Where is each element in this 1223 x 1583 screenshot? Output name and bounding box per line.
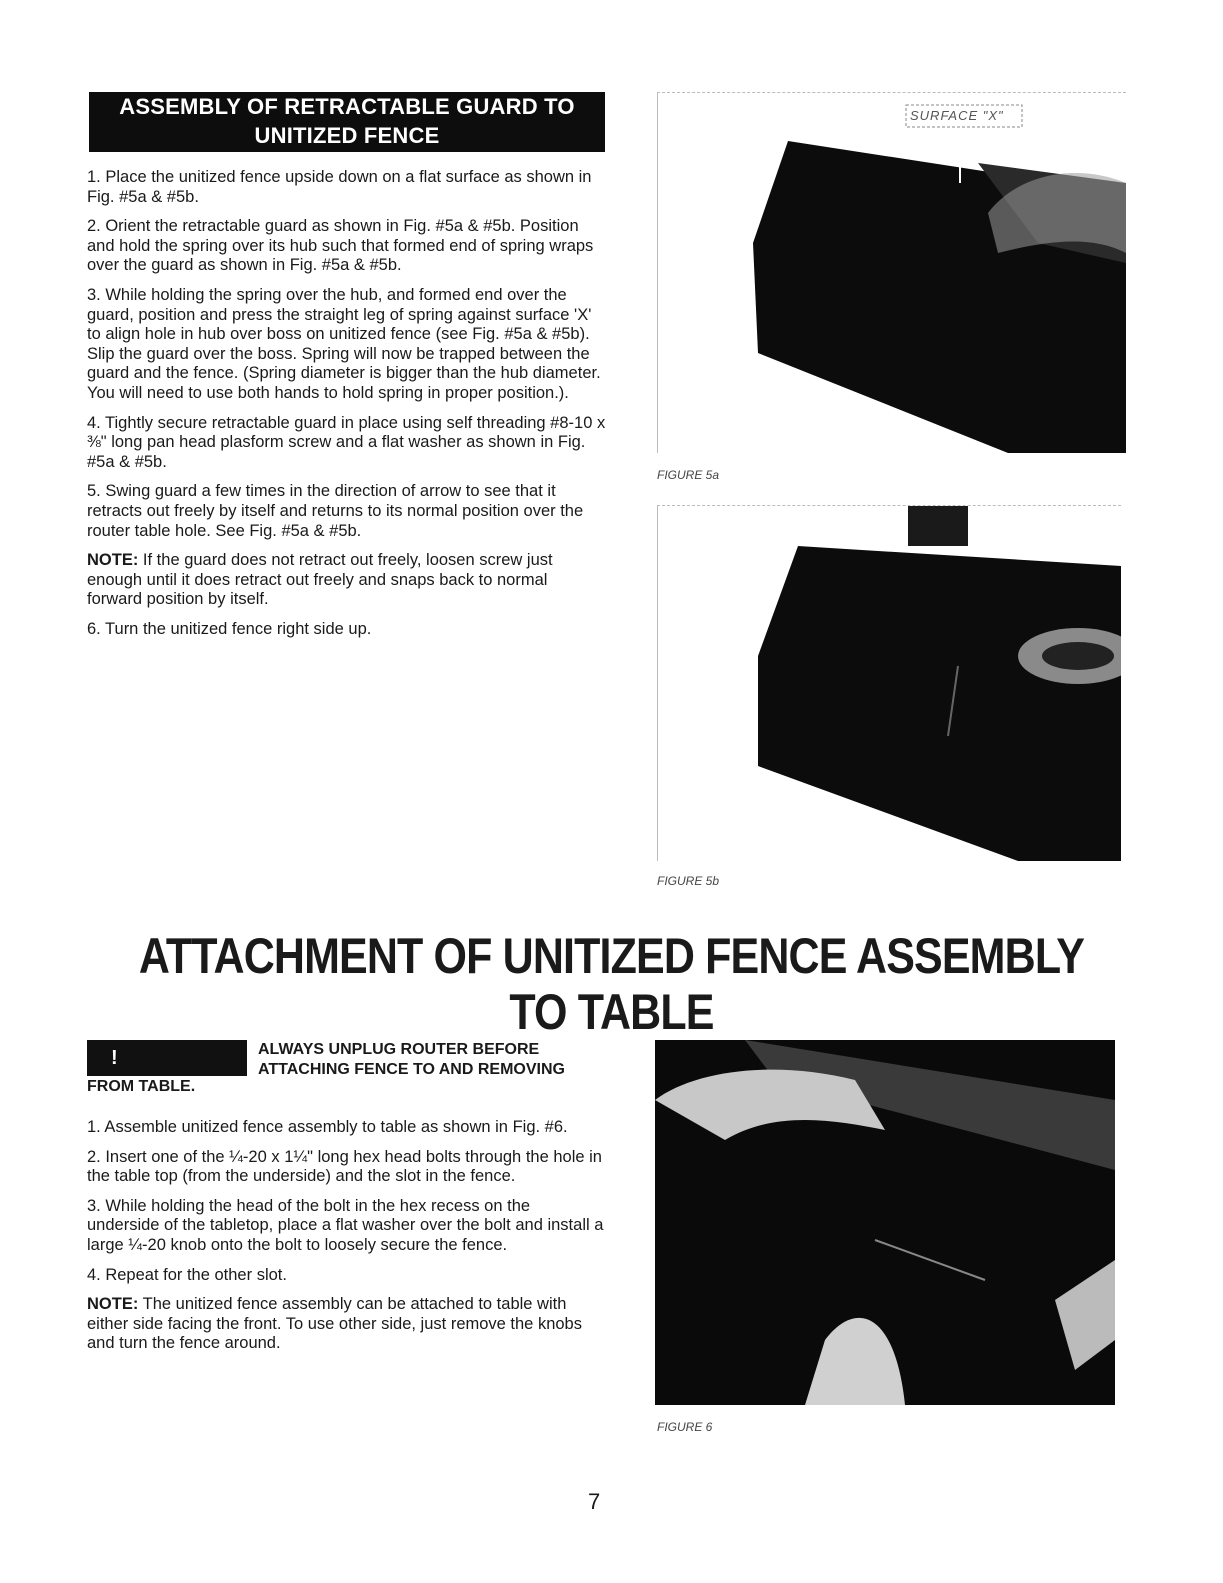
figure-5a-photo	[657, 92, 1126, 453]
figure-6-caption: FIGURE 6	[657, 1420, 713, 1434]
attach-step-4: 4. Repeat for the other slot.	[87, 1265, 287, 1284]
attachment-title-line2: TO TABLE	[509, 984, 714, 1040]
attach-step-2: 2. Insert one of the ¼-20 x 1¼" long hex head bolts through the hole in the table top (from the underside) and the slot in the fence.	[87, 1147, 602, 1186]
warning-text	[258, 1040, 565, 1080]
figure-5a-caption: FIGURE 5a	[657, 468, 720, 482]
step-3: 3. While holding the spring over the hub, and formed end over the guard, position and press the straight leg of spring against surface 'X' to align hole in hub over boss on unitized fence (see Fig. #5a & #5b). Slip the guard over the boss. Spring will now be trapped between the guard and the fence. (Spring diameter is bigger than the hub diameter. You will need to use both hands to hold spring in proper position.).	[87, 285, 601, 402]
figure-6-illustration	[655, 1040, 1115, 1405]
attach-note-label: NOTE:	[87, 1295, 139, 1314]
note-label: NOTE:	[87, 551, 139, 570]
step-4: 4. Tightly secure retractable guard in place using self threading #8-10 x ⅜" long pan head plasform screw and a flat washer as shown in Fig. #5a & #5b.	[87, 413, 606, 471]
attach-note	[87, 1295, 607, 1354]
section-header-retractable-guard	[89, 92, 605, 152]
section1-instructions	[87, 168, 607, 649]
warning-line1: ALWAYS UNPLUG ROUTER BEFORE	[258, 1041, 540, 1058]
attach-note-text: The unitized fence assembly can be attached to table with either side facing the front. To use other side, just remove the knobs and turn the fence around.	[87, 1295, 582, 1353]
warning-line2: ATTACHING FENCE TO AND REMOVING	[258, 1061, 565, 1078]
figure-5b-photo	[657, 505, 1121, 861]
warning-icon: !	[111, 1047, 118, 1069]
page-number: 7	[588, 1489, 601, 1514]
attach-step-1: 1. Assemble unitized fence assembly to table as shown in Fig. #6.	[87, 1118, 568, 1136]
step-1: 1. Place the unitized fence upside down on a flat surface as shown in Fig. #5a & #5b.	[87, 168, 592, 206]
figure-5b-illustration	[658, 506, 1121, 861]
figure-5b-caption: FIGURE 5b	[657, 874, 720, 888]
step-2: 2. Orient the retractable guard as shown in Fig. #5a & #5b. Position and hold the spring over its hub such that formed end of spring wraps over the guard as shown in Fig. #5a & #5b.	[87, 217, 594, 275]
step-6: 6. Turn the unitized fence right side up.	[87, 619, 372, 638]
surface-x-label: SURFACE "X"	[910, 108, 1004, 123]
attachment-title-line1: ATTACHMENT OF UNITIZED FENCE ASSEMBLY	[138, 928, 1085, 984]
section-title-line2: UNITIZED FENCE	[254, 123, 440, 148]
section-title-attachment	[86, 928, 1138, 1040]
attach-step-3: 3. While holding the head of the bolt in the hex recess on the underside of the tabletop, place a flat washer over the bolt and install a large ¼-20 knob onto the bolt to loosely secure the fence.	[87, 1196, 604, 1254]
note	[87, 551, 607, 610]
section-title-line1: ASSEMBLY OF RETRACTABLE GUARD TO	[119, 94, 575, 119]
warning-box	[87, 1040, 247, 1076]
section2-instructions	[87, 1118, 607, 1364]
note-text: If the guard does not retract out freely, loosen screw just enough until it does retract out freely and snaps back to normal forward position by itself.	[87, 551, 553, 609]
warning-line3: FROM TABLE.	[87, 1078, 196, 1095]
figure-6-photo	[655, 1040, 1115, 1405]
figure-5a-illustration	[658, 93, 1126, 453]
step-5: 5. Swing guard a few times in the direction of arrow to see that it retracts out freely by itself and returns to its normal position over the router table hole. See Fig. #5a & #5b.	[87, 482, 584, 540]
